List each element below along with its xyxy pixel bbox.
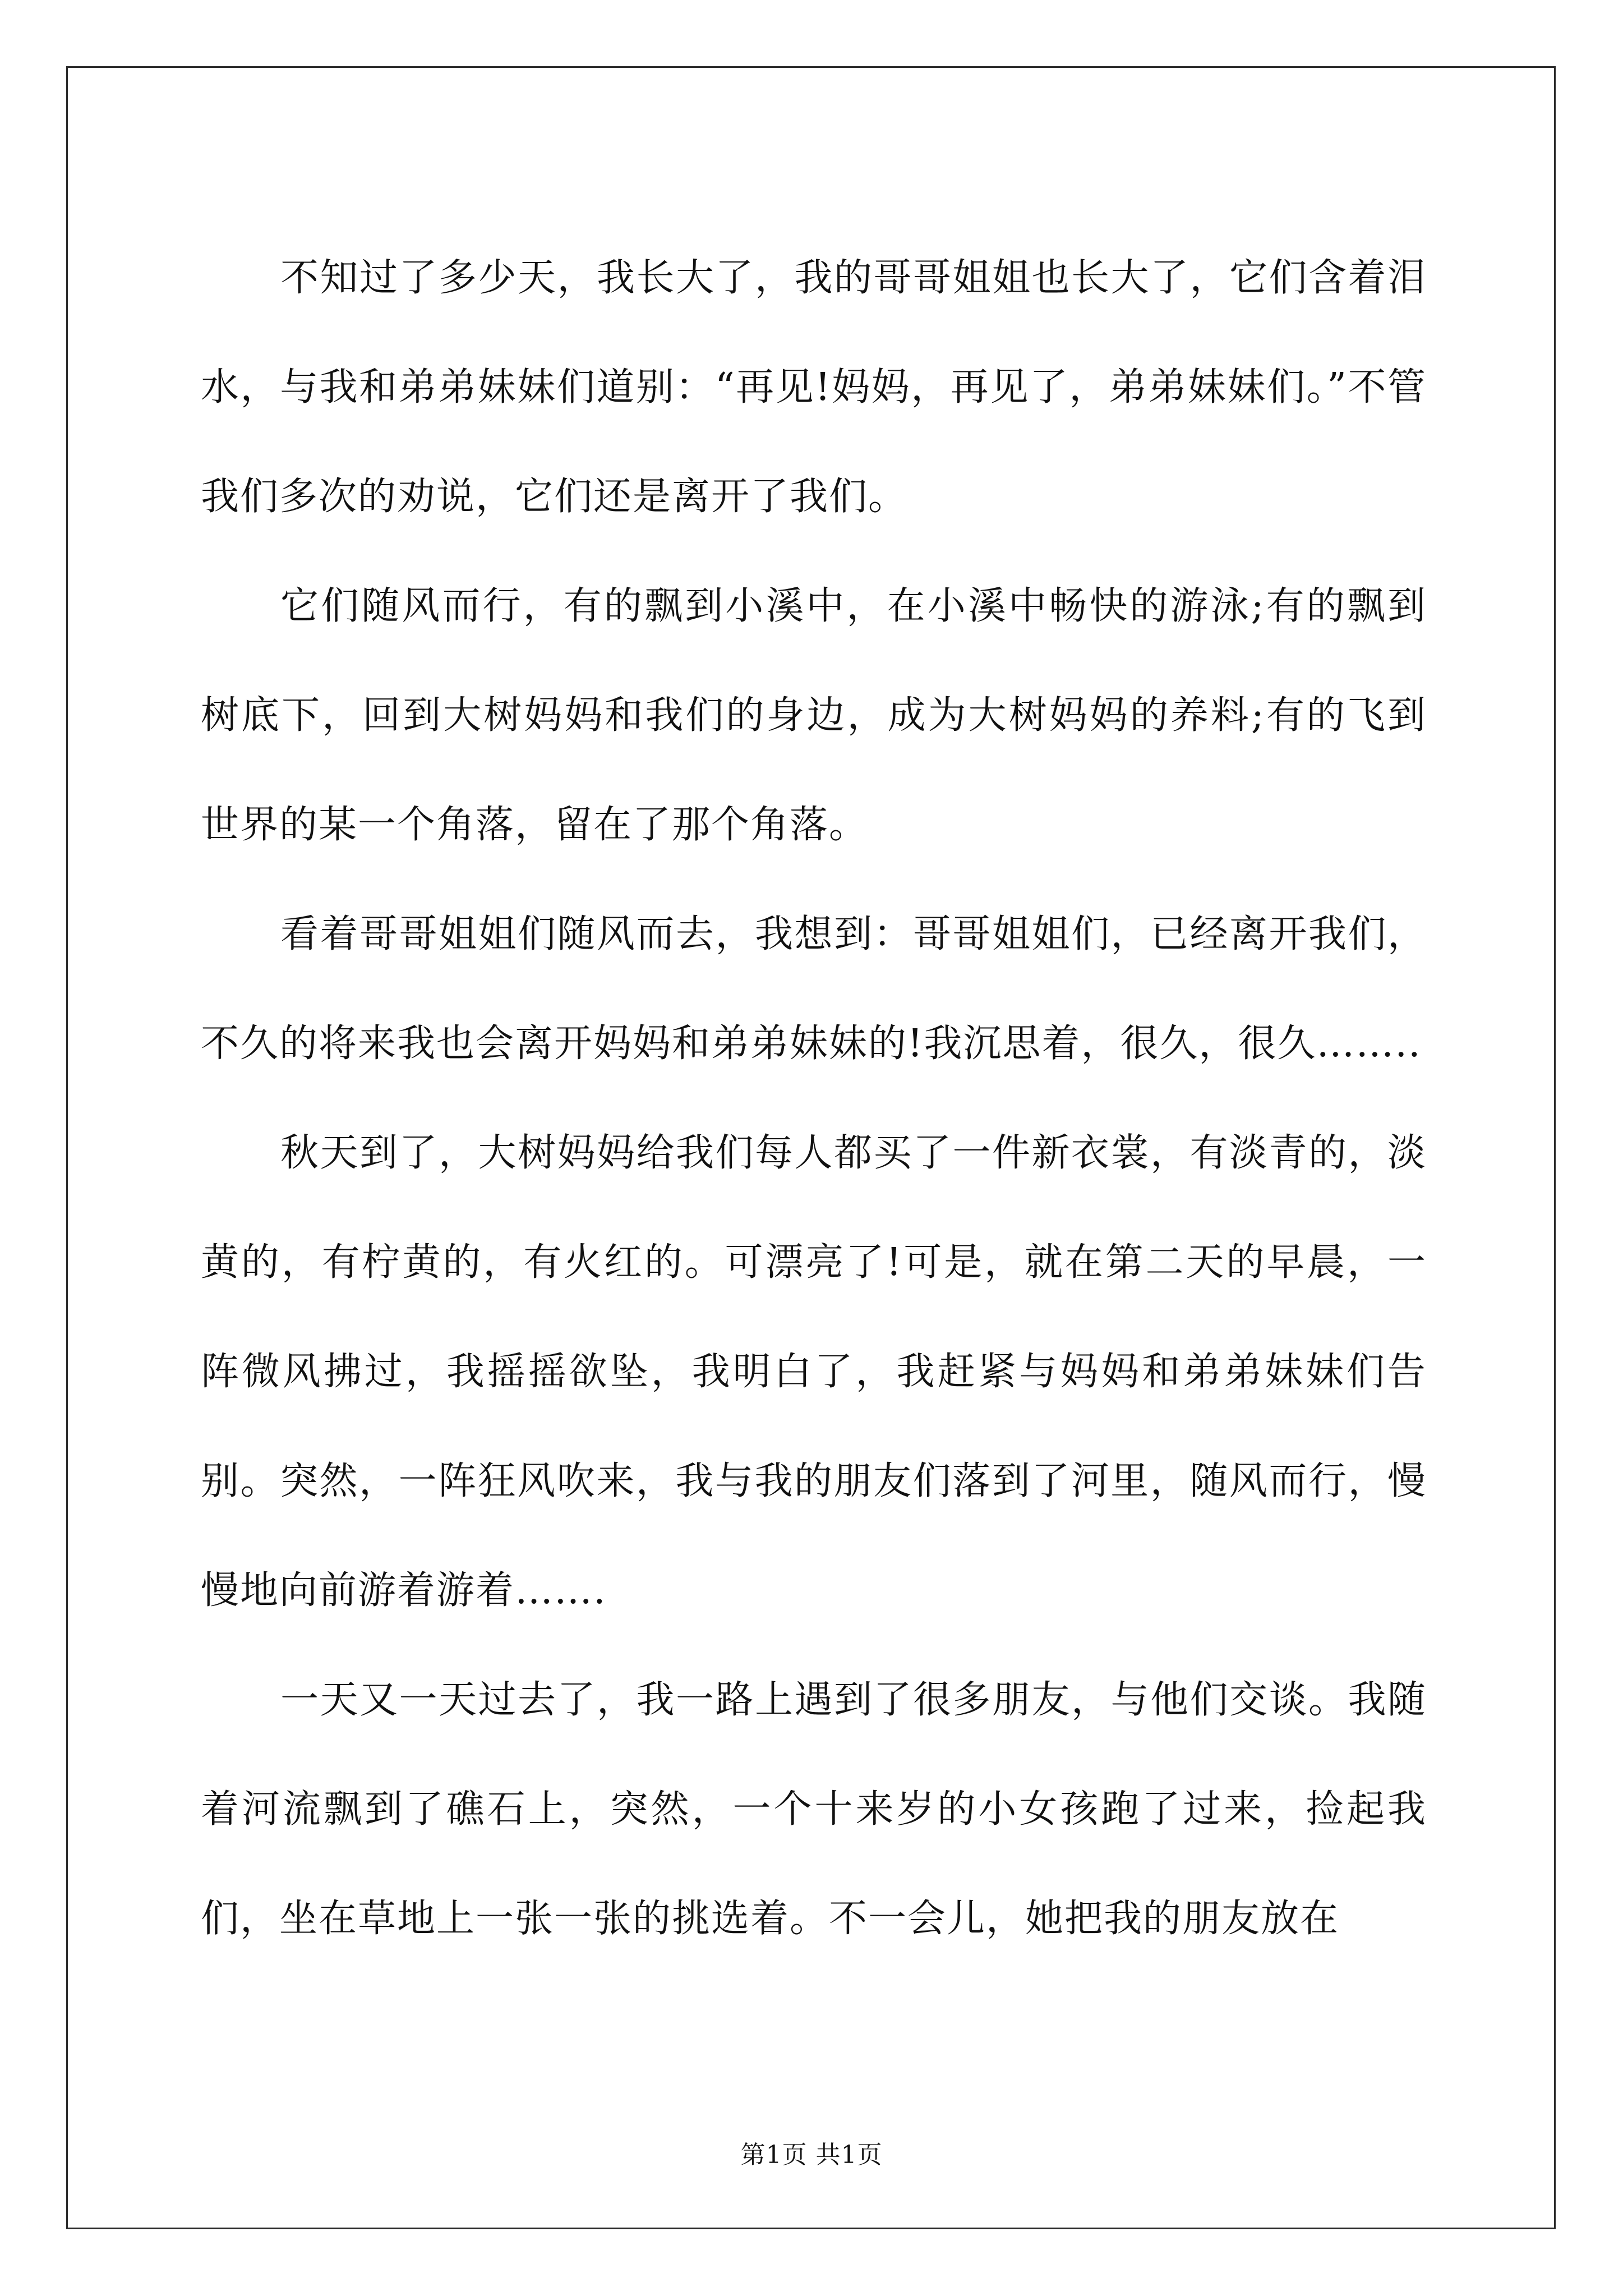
document-body: [201, 223, 1427, 1973]
paragraph-2: 它们随风而行，有的飘到小溪中，在小溪中畅快的游泳;有的飘到树底下，回到大树妈妈和我们的身边，成为大树妈妈的养料;有的飞到世界的某一个角落，留在了那个角落。: [201, 584, 1427, 847]
paragraph-1: 不知过了多少天，我长大了，我的哥哥姐姐也长大了，它们含着泪水，与我和弟弟妹妹们道别：“再见!妈妈，再见了，弟弟妹妹们。”不管我们多次的劝说，它们还是离开了我们。: [201, 256, 1427, 519]
paragraph-4: 秋天到了，大树妈妈给我们每人都买了一件新衣裳，有淡青的，淡黄的，有柠黄的，有火红的。可漂亮了!可是，就在第二天的早晨，一阵微风拂过，我摇摇欲坠，我明白了，我赶紧与妈妈和弟弟妹妹们告别。突然，一阵狂风吹来，我与我的朋友们落到了河里，随风而行，慢慢地向前游着游着…….: [201, 1131, 1427, 1613]
paragraph-5: 一天又一天过去了，我一路上遇到了很多朋友，与他们交谈。我随着河流飘到了礁石上，突然，一个十来岁的小女孩跑了过来，捡起我们，坐在草地上一张一张的挑选着。不一会儿，她把我的朋友放在: [201, 1678, 1427, 1941]
page-footer: 第1页 共1页: [740, 2141, 883, 2169]
paragraph-3: 看着哥哥姐姐们随风而去，我想到：哥哥姐姐们，已经离开我们，不久的将来我也会离开妈妈和弟弟妹妹的!我沉思着，很久，很久……..: [201, 912, 1427, 1066]
